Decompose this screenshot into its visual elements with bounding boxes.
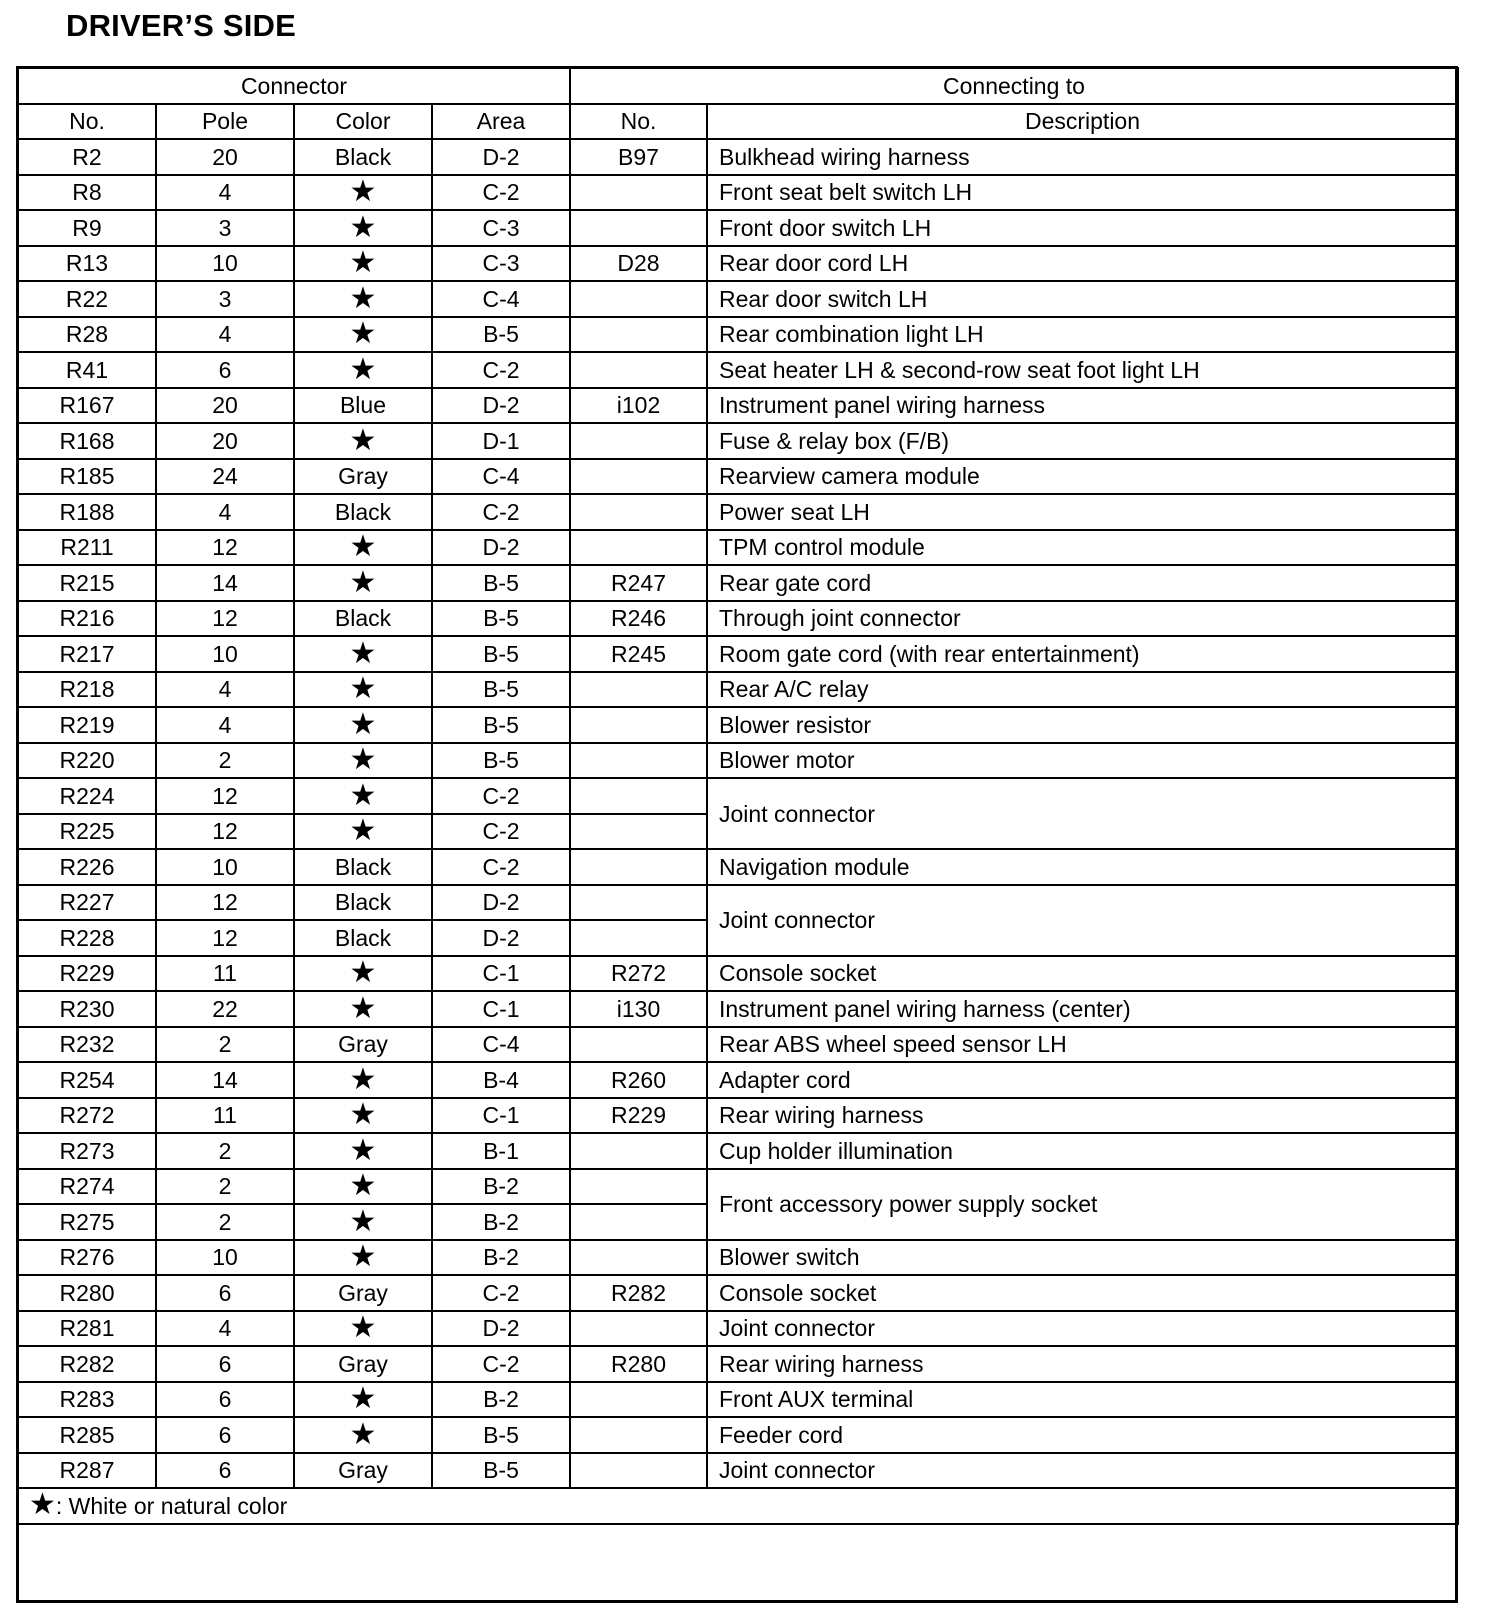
- area-cell: D-2: [432, 139, 570, 175]
- color-cell: ★: [294, 1062, 432, 1098]
- description-cell: Instrument panel wiring harness: [707, 388, 1458, 424]
- area-cell: C-1: [432, 956, 570, 992]
- connecting-no-cell: [570, 1169, 707, 1205]
- table-row: [18, 388, 1458, 424]
- table-row: [18, 459, 1458, 495]
- color-cell: ★: [294, 210, 432, 246]
- connecting-no-cell: [570, 494, 707, 530]
- connector-no-cell: R230: [18, 991, 156, 1027]
- connector-no-cell: R283: [18, 1382, 156, 1418]
- connecting-no-cell: [570, 814, 707, 850]
- connecting-no-cell: [570, 530, 707, 566]
- pole-cell: 4: [156, 317, 294, 353]
- connector-no-cell: R285: [18, 1417, 156, 1453]
- table-row: [18, 1240, 1458, 1276]
- connecting-no-cell: [570, 1453, 707, 1489]
- table-row: [18, 885, 1458, 921]
- color-cell: ★: [294, 1098, 432, 1134]
- color-cell: ★: [294, 636, 432, 672]
- area-cell: B-2: [432, 1382, 570, 1418]
- color-cell: ★: [294, 991, 432, 1027]
- pole-cell: 20: [156, 139, 294, 175]
- pole-cell: 10: [156, 849, 294, 885]
- area-cell: B-5: [432, 1453, 570, 1489]
- color-cell: ★: [294, 707, 432, 743]
- color-cell: Black: [294, 849, 432, 885]
- area-cell: C-2: [432, 778, 570, 814]
- area-cell: D-1: [432, 423, 570, 459]
- footnote-text: : White or natural color: [55, 1493, 288, 1520]
- color-cell: Black: [294, 885, 432, 921]
- connector-no-cell: R232: [18, 1027, 156, 1063]
- connector-no-cell: R226: [18, 849, 156, 885]
- area-cell: B-5: [432, 707, 570, 743]
- connector-no-cell: R13: [18, 246, 156, 282]
- col-header-color: Color: [294, 104, 432, 140]
- column-header-row: [18, 104, 1458, 140]
- color-cell: ★: [294, 1311, 432, 1347]
- color-cell: Blue: [294, 388, 432, 424]
- page-title: DRIVER’S SIDE: [66, 8, 296, 43]
- connecting-no-cell: B97: [570, 139, 707, 175]
- connector-no-cell: R185: [18, 459, 156, 495]
- pole-cell: 14: [156, 565, 294, 601]
- color-cell: ★: [294, 743, 432, 779]
- table-row: [18, 1382, 1458, 1418]
- table-row: [18, 636, 1458, 672]
- table-row: [18, 246, 1458, 282]
- connecting-no-cell: [570, 743, 707, 779]
- pole-cell: 12: [156, 920, 294, 956]
- connecting-no-cell: [570, 423, 707, 459]
- area-cell: C-2: [432, 849, 570, 885]
- connector-no-cell: R224: [18, 778, 156, 814]
- area-cell: D-2: [432, 388, 570, 424]
- connecting-no-cell: [570, 1240, 707, 1276]
- area-cell: B-2: [432, 1240, 570, 1276]
- area-cell: B-5: [432, 672, 570, 708]
- pole-cell: 4: [156, 1311, 294, 1347]
- connector-no-cell: R225: [18, 814, 156, 850]
- footnote-row: [18, 1488, 1458, 1524]
- connector-no-cell: R282: [18, 1346, 156, 1382]
- area-cell: C-3: [432, 246, 570, 282]
- area-cell: C-4: [432, 459, 570, 495]
- description-cell: Cup holder illumination: [707, 1133, 1458, 1169]
- connecting-no-cell: [570, 1027, 707, 1063]
- connector-no-cell: R229: [18, 956, 156, 992]
- area-cell: D-2: [432, 1311, 570, 1347]
- connector-group-header: Connector: [18, 68, 570, 104]
- connecting-no-cell: R246: [570, 601, 707, 637]
- pole-cell: 20: [156, 388, 294, 424]
- area-cell: C-4: [432, 1027, 570, 1063]
- color-cell: Gray: [294, 459, 432, 495]
- color-cell: ★: [294, 317, 432, 353]
- connector-no-cell: R22: [18, 281, 156, 317]
- connecting-no-cell: R280: [570, 1346, 707, 1382]
- area-cell: D-2: [432, 885, 570, 921]
- col-header-pole: Pole: [156, 104, 294, 140]
- color-cell: ★: [294, 1417, 432, 1453]
- connector-no-cell: R168: [18, 423, 156, 459]
- connecting-no-cell: [570, 920, 707, 956]
- table-row: [18, 991, 1458, 1027]
- connector-no-cell: R2: [18, 139, 156, 175]
- color-cell: ★: [294, 1169, 432, 1205]
- color-cell: ★: [294, 778, 432, 814]
- table-row: [18, 743, 1458, 779]
- area-cell: B-5: [432, 601, 570, 637]
- connector-no-cell: R272: [18, 1098, 156, 1134]
- connector-no-cell: R287: [18, 1453, 156, 1489]
- connector-no-cell: R227: [18, 885, 156, 921]
- pole-cell: 12: [156, 601, 294, 637]
- table-row: [18, 1453, 1458, 1489]
- pole-cell: 6: [156, 1453, 294, 1489]
- connector-table: [17, 67, 1459, 1525]
- pole-cell: 2: [156, 1133, 294, 1169]
- connector-no-cell: R228: [18, 920, 156, 956]
- area-cell: C-4: [432, 281, 570, 317]
- description-cell: Navigation module: [707, 849, 1458, 885]
- color-cell: ★: [294, 1240, 432, 1276]
- table-row: [18, 849, 1458, 885]
- table-row: [18, 423, 1458, 459]
- connecting-no-cell: R229: [570, 1098, 707, 1134]
- area-cell: D-2: [432, 530, 570, 566]
- description-cell: Fuse & relay box (F/B): [707, 423, 1458, 459]
- area-cell: B-5: [432, 636, 570, 672]
- pole-cell: 3: [156, 210, 294, 246]
- pole-cell: 2: [156, 743, 294, 779]
- col-header-description: Description: [707, 104, 1458, 140]
- area-cell: C-1: [432, 1098, 570, 1134]
- connecting-no-cell: [570, 778, 707, 814]
- description-cell: Joint connector: [707, 1453, 1458, 1489]
- table-row: [18, 601, 1458, 637]
- description-cell: Console socket: [707, 956, 1458, 992]
- pole-cell: 2: [156, 1027, 294, 1063]
- pole-cell: 20: [156, 423, 294, 459]
- connector-no-cell: R220: [18, 743, 156, 779]
- table-row: [18, 1027, 1458, 1063]
- connector-no-cell: R274: [18, 1169, 156, 1205]
- description-cell: Blower resistor: [707, 707, 1458, 743]
- pole-cell: 12: [156, 530, 294, 566]
- color-cell: Black: [294, 920, 432, 956]
- connector-no-cell: R217: [18, 636, 156, 672]
- table-row: [18, 352, 1458, 388]
- description-cell: Rear door switch LH: [707, 281, 1458, 317]
- color-cell: ★: [294, 1204, 432, 1240]
- pole-cell: 2: [156, 1169, 294, 1205]
- table-row: [18, 1417, 1458, 1453]
- connector-no-cell: R167: [18, 388, 156, 424]
- connecting-no-cell: [570, 352, 707, 388]
- color-cell: ★: [294, 956, 432, 992]
- pole-cell: 4: [156, 175, 294, 211]
- description-cell: Rear ABS wheel speed sensor LH: [707, 1027, 1458, 1063]
- description-cell: Front AUX terminal: [707, 1382, 1458, 1418]
- area-cell: C-1: [432, 991, 570, 1027]
- pole-cell: 12: [156, 778, 294, 814]
- connecting-no-cell: i102: [570, 388, 707, 424]
- connecting-no-cell: [570, 1311, 707, 1347]
- table-row: [18, 565, 1458, 601]
- table-row: [18, 778, 1458, 814]
- table-row: [18, 1098, 1458, 1134]
- color-cell: Gray: [294, 1346, 432, 1382]
- pole-cell: 11: [156, 956, 294, 992]
- area-cell: B-2: [432, 1204, 570, 1240]
- color-cell: Gray: [294, 1027, 432, 1063]
- description-cell: Through joint connector: [707, 601, 1458, 637]
- connector-no-cell: R276: [18, 1240, 156, 1276]
- color-cell: Black: [294, 601, 432, 637]
- connector-no-cell: R41: [18, 352, 156, 388]
- table-row: [18, 1133, 1458, 1169]
- table-row: [18, 530, 1458, 566]
- area-cell: C-2: [432, 1346, 570, 1382]
- connecting-no-cell: [570, 885, 707, 921]
- description-cell: Joint connector: [707, 885, 1458, 956]
- pole-cell: 4: [156, 707, 294, 743]
- color-cell: Gray: [294, 1453, 432, 1489]
- table-row: [18, 1346, 1458, 1382]
- color-cell: ★: [294, 281, 432, 317]
- connecting-no-cell: [570, 1204, 707, 1240]
- pole-cell: 6: [156, 1382, 294, 1418]
- connecting-no-cell: R260: [570, 1062, 707, 1098]
- table-row: [18, 175, 1458, 211]
- description-cell: Seat heater LH & second-row seat foot light LH: [707, 352, 1458, 388]
- pole-cell: 11: [156, 1098, 294, 1134]
- description-cell: Instrument panel wiring harness (center): [707, 991, 1458, 1027]
- col-header-no: No.: [18, 104, 156, 140]
- pole-cell: 14: [156, 1062, 294, 1098]
- connecting-no-cell: i130: [570, 991, 707, 1027]
- description-cell: Joint connector: [707, 1311, 1458, 1347]
- col-header-area: Area: [432, 104, 570, 140]
- pole-cell: 6: [156, 352, 294, 388]
- connector-no-cell: R8: [18, 175, 156, 211]
- connecting-to-group-header: Connecting to: [570, 68, 1458, 104]
- connecting-no-cell: [570, 672, 707, 708]
- color-cell: ★: [294, 1382, 432, 1418]
- connector-no-cell: R216: [18, 601, 156, 637]
- col-header-to-no: No.: [570, 104, 707, 140]
- connecting-no-cell: [570, 849, 707, 885]
- description-cell: Front accessory power supply socket: [707, 1169, 1458, 1240]
- area-cell: B-5: [432, 1417, 570, 1453]
- color-cell: ★: [294, 352, 432, 388]
- color-cell: ★: [294, 246, 432, 282]
- pole-cell: 6: [156, 1417, 294, 1453]
- connector-no-cell: R219: [18, 707, 156, 743]
- table-row: [18, 707, 1458, 743]
- table-row: [18, 956, 1458, 992]
- connector-no-cell: R218: [18, 672, 156, 708]
- connecting-no-cell: [570, 459, 707, 495]
- connecting-no-cell: R245: [570, 636, 707, 672]
- connecting-no-cell: [570, 1133, 707, 1169]
- color-cell: ★: [294, 672, 432, 708]
- connector-no-cell: R211: [18, 530, 156, 566]
- connecting-no-cell: R282: [570, 1275, 707, 1311]
- area-cell: C-3: [432, 210, 570, 246]
- area-cell: C-2: [432, 1275, 570, 1311]
- connecting-no-cell: [570, 707, 707, 743]
- connecting-no-cell: [570, 1382, 707, 1418]
- connecting-no-cell: [570, 175, 707, 211]
- area-cell: B-5: [432, 317, 570, 353]
- description-cell: Adapter cord: [707, 1062, 1458, 1098]
- description-cell: Feeder cord: [707, 1417, 1458, 1453]
- connector-no-cell: R9: [18, 210, 156, 246]
- description-cell: Rear gate cord: [707, 565, 1458, 601]
- table-row: [18, 1311, 1458, 1347]
- description-cell: Bulkhead wiring harness: [707, 139, 1458, 175]
- color-cell: Black: [294, 494, 432, 530]
- color-cell: ★: [294, 814, 432, 850]
- area-cell: C-2: [432, 175, 570, 211]
- area-cell: B-1: [432, 1133, 570, 1169]
- description-cell: Front seat belt switch LH: [707, 175, 1458, 211]
- area-cell: B-5: [432, 743, 570, 779]
- pole-cell: 10: [156, 1240, 294, 1276]
- pole-cell: 24: [156, 459, 294, 495]
- footnote: [18, 1488, 1458, 1524]
- color-cell: ★: [294, 175, 432, 211]
- connector-no-cell: R280: [18, 1275, 156, 1311]
- pole-cell: 6: [156, 1346, 294, 1382]
- area-cell: B-4: [432, 1062, 570, 1098]
- connector-no-cell: R273: [18, 1133, 156, 1169]
- description-cell: Rearview camera module: [707, 459, 1458, 495]
- table-row: [18, 1062, 1458, 1098]
- pole-cell: 12: [156, 814, 294, 850]
- description-cell: Rear door cord LH: [707, 246, 1458, 282]
- description-cell: Rear A/C relay: [707, 672, 1458, 708]
- pole-cell: 12: [156, 885, 294, 921]
- description-cell: Blower motor: [707, 743, 1458, 779]
- area-cell: D-2: [432, 920, 570, 956]
- connector-no-cell: R28: [18, 317, 156, 353]
- connector-no-cell: R275: [18, 1204, 156, 1240]
- area-cell: B-2: [432, 1169, 570, 1205]
- connecting-no-cell: [570, 281, 707, 317]
- table-row: [18, 281, 1458, 317]
- pole-cell: 22: [156, 991, 294, 1027]
- description-cell: Rear wiring harness: [707, 1346, 1458, 1382]
- description-cell: Blower switch: [707, 1240, 1458, 1276]
- pole-cell: 10: [156, 246, 294, 282]
- description-cell: Front door switch LH: [707, 210, 1458, 246]
- area-cell: C-2: [432, 494, 570, 530]
- group-header-row: [18, 68, 1458, 104]
- connector-no-cell: R281: [18, 1311, 156, 1347]
- color-cell: ★: [294, 565, 432, 601]
- color-cell: Black: [294, 139, 432, 175]
- description-cell: Rear wiring harness: [707, 1098, 1458, 1134]
- connector-no-cell: R188: [18, 494, 156, 530]
- area-cell: B-5: [432, 565, 570, 601]
- table-row: [18, 1275, 1458, 1311]
- color-cell: ★: [294, 1133, 432, 1169]
- pole-cell: 10: [156, 636, 294, 672]
- description-cell: Joint connector: [707, 778, 1458, 849]
- description-cell: TPM control module: [707, 530, 1458, 566]
- description-cell: Rear combination light LH: [707, 317, 1458, 353]
- color-cell: ★: [294, 423, 432, 459]
- pole-cell: 3: [156, 281, 294, 317]
- description-cell: Room gate cord (with rear entertainment): [707, 636, 1458, 672]
- connecting-no-cell: R272: [570, 956, 707, 992]
- pole-cell: 2: [156, 1204, 294, 1240]
- connector-no-cell: R254: [18, 1062, 156, 1098]
- connecting-no-cell: R247: [570, 565, 707, 601]
- connecting-no-cell: [570, 317, 707, 353]
- connecting-no-cell: D28: [570, 246, 707, 282]
- description-cell: Power seat LH: [707, 494, 1458, 530]
- table-row: [18, 494, 1458, 530]
- table-row: [18, 210, 1458, 246]
- pole-cell: 4: [156, 494, 294, 530]
- table-row: [18, 672, 1458, 708]
- color-cell: Gray: [294, 1275, 432, 1311]
- star-icon: ★: [29, 1488, 56, 1522]
- color-cell: ★: [294, 530, 432, 566]
- pole-cell: 6: [156, 1275, 294, 1311]
- description-cell: Console socket: [707, 1275, 1458, 1311]
- table-row: [18, 1169, 1458, 1205]
- table-body: [18, 139, 1458, 1488]
- table-row: [18, 317, 1458, 353]
- area-cell: C-2: [432, 814, 570, 850]
- connecting-no-cell: [570, 1417, 707, 1453]
- connecting-no-cell: [570, 210, 707, 246]
- connector-no-cell: R215: [18, 565, 156, 601]
- pole-cell: 4: [156, 672, 294, 708]
- table-row: [18, 139, 1458, 175]
- area-cell: C-2: [432, 352, 570, 388]
